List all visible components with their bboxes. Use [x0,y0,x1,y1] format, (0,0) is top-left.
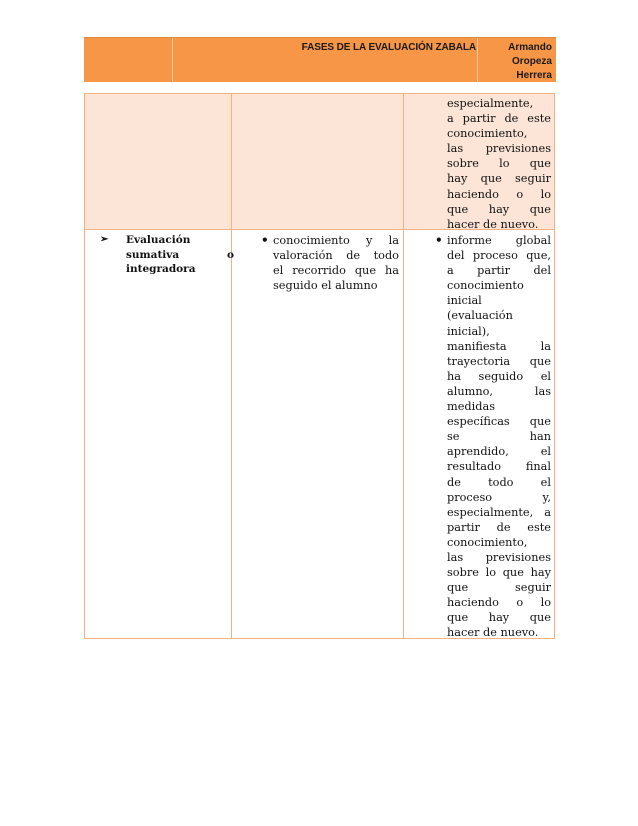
text-line [447,187,551,202]
word: previsiones [485,142,551,156]
word: que [354,264,377,278]
text-line: inicial), [447,324,490,338]
text-line [447,233,551,248]
word: conocimiento [273,234,350,247]
word: recorrido [292,264,346,278]
word: seguido [478,369,524,383]
word: el [540,369,551,383]
word: final [525,460,551,474]
word: la [388,234,399,247]
word: hay [530,566,551,580]
word: partir [477,264,511,278]
word: a [447,112,454,126]
word: las [447,142,464,156]
word: o [516,596,524,610]
text-line [447,141,551,156]
word: de [496,520,511,534]
text-line [447,354,551,369]
text-line [447,339,551,354]
word: de [447,475,461,489]
word: previsiones [485,550,551,564]
word: del [447,249,465,263]
text-line [447,202,551,217]
word: haciendo [447,596,499,610]
word: partir [462,112,496,126]
word: el [540,445,551,459]
word: lo [540,187,551,201]
word: el [540,475,551,489]
word: aprendido, [447,445,509,459]
evaluation-table [84,93,555,639]
word: que [502,566,524,580]
text-line: inicial [447,294,482,308]
word: han [529,430,551,444]
word: alumno, [447,384,494,398]
text-line [447,520,551,535]
author-line: Armando [508,42,552,53]
word: o [516,187,524,201]
text-line [447,475,551,490]
text-line [273,233,399,248]
text-line: medidas [447,400,496,414]
word: se [447,430,460,444]
word: que [447,202,469,216]
word: hay [447,172,468,186]
word: proceso [472,249,518,263]
text-line: Evaluación [126,234,191,246]
column-divider [403,94,404,638]
word: las [534,384,551,398]
word: lo [499,157,510,171]
text-line: seguido el alumno [273,279,378,293]
text-line [447,444,551,459]
word: del [533,264,551,278]
text-line: (evaluación [447,309,513,323]
word: o [226,248,234,261]
word: haciendo [447,187,499,201]
text-line: hacer de nuevo. [447,217,539,231]
word: informe [447,234,492,247]
word: que [480,172,502,186]
word: que [447,581,469,595]
text-line: especialmente, [447,97,534,110]
word: todo [488,475,514,489]
word: que [529,415,551,429]
word: que [529,202,551,216]
text-line: conocimiento, [447,127,528,141]
word: que [447,611,469,625]
word: específicas [447,415,510,429]
word: hay [488,611,510,625]
text-line: hacer de nuevo. [447,626,539,640]
header-divider [477,38,478,82]
word: la [540,339,551,353]
text-line [447,429,551,444]
word: este [527,520,551,534]
author-line: Herrera [516,70,552,81]
column-divider [231,94,232,638]
text-line [273,248,399,263]
author-name [482,41,552,83]
page-header [84,37,556,82]
text-line [447,505,551,520]
word: de [504,112,519,126]
word: que [529,611,551,625]
word: todo [373,249,399,263]
word: hay [488,202,510,216]
word: seguir [514,172,551,186]
word: partir [447,520,480,534]
text-line [447,384,551,399]
word: ha [447,369,462,383]
continuation-text [447,96,551,232]
text-line: integradora [126,263,196,275]
document-title: FASES DE LA EVALUACIÓN ZABALA [301,42,476,53]
bullet-icon: • [261,233,269,247]
text-line [447,490,551,505]
word: global [515,234,551,247]
word: seguir [514,581,551,595]
word: este [527,112,551,126]
text-line [447,459,551,474]
word: que [529,354,551,368]
word: y, [542,490,551,504]
text-line: conocimiento, [447,535,528,549]
text-line [447,248,551,263]
text-line [447,414,551,429]
word: sobre [447,157,479,171]
word: lo [485,566,497,580]
word: sobre [447,566,479,580]
word: a [447,264,454,278]
text-line [447,580,551,595]
word: trayectoria [447,354,511,368]
word: a [544,505,551,519]
text-line [447,550,551,565]
word: manifiesta [447,339,507,353]
word: especialmente, [447,505,534,519]
word: proceso [447,490,493,504]
word: valoración [273,249,333,263]
text-line: conocimiento [447,279,524,293]
text-line [447,369,551,384]
word: de [346,249,361,263]
text-line [273,263,399,278]
text-line [447,156,551,171]
word: resultado [447,460,502,474]
author-line: Oropeza [511,56,552,67]
word: que [529,157,551,171]
word: las [447,550,464,564]
text-line [447,565,551,580]
text-line [447,171,551,186]
word: el [273,264,284,278]
text-line [447,595,551,610]
word: y [366,234,373,247]
arrow-bullet-icon: ➢ [100,234,109,245]
text-line [447,111,551,126]
text-line [447,610,551,625]
bullet-icon: • [435,233,443,247]
word: ha [384,264,399,278]
text-line [447,263,551,278]
word: sumativa [126,248,180,261]
text-line-justified [126,248,234,263]
word: que, [526,249,551,263]
word: lo [540,596,551,610]
